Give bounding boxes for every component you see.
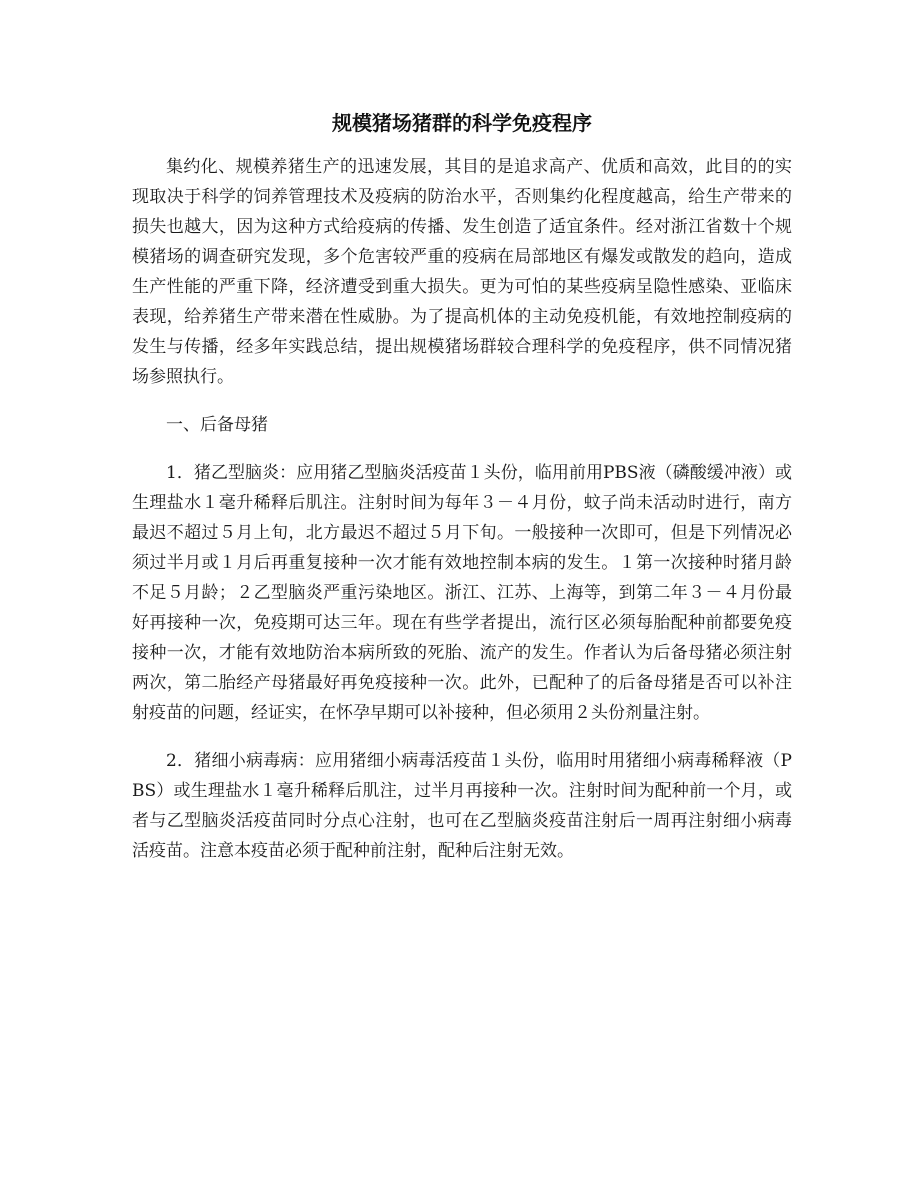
paragraph-parvovirus: 2．猪细小病毒病：应用猪细小病毒活疫苗１头份，临用时用猪细小病毒稀释液（PBS）或生理盐水１毫升稀释后肌注，过半月再接种一次。注射时间为配种前一个月，或者与乙型脑炎活疫苗同时分点心注射，也可在乙型脑炎疫苗注射后一周再注射细小病毒活疫苗。注意本疫苗必须于配种前注射，配种后注射无效。 bbox=[132, 751, 792, 861]
document-title: 规模猪场猪群的科学免疫程序 bbox=[332, 111, 592, 135]
section-heading-gilts: 一、后备母猪 bbox=[166, 415, 268, 435]
paragraph-japanese-encephalitis: 1．猪乙型脑炎：应用猪乙型脑炎活疫苗１头份，临用前用PBS液（磷酸缓冲液）或生理盐水１毫升稀释后肌注。注射时间为每年３－４月份，蚊子尚未活动时进行，南方最迟不超过５月上旬，北方最迟不超过５月下旬。一般接种一次即可，但是下列情况必须过半月或１月后再重复接种一次才能有效地控制本病的发生。１第一次接种时猪月龄不足５月龄；２乙型脑炎严重污染地区。浙江、江苏、上海等，到第二年３－４月份最好再接种一次，免疫期可达三年。现在有些学者提出，流行区必须每胎配种前都要免疫接种一次，才能有效地防治本病所致的死胎、流产的发生。作者认为后备母猪必须注射两次，第二胎经产母猪最好再免疫接种一次。此外，已配种了的后备母猪是否可以补注射疫苗的问题，经证实，在怀孕早期可以补接种，但必须用２头份剂量注射。 bbox=[132, 463, 792, 723]
document-page bbox=[132, 108, 792, 866]
intro-paragraph: 集约化、规模养猪生产的迅速发展，其目的是追求高产、优质和高效，此目的的实现取决于科学的饲养管理技术及疫病的防治水平，否则集约化程度越高，给生产带来的损失也越大，因为这种方式给疫病的传播、发生创造了适宜条件。经对浙江省数十个规模猪场的调查研究发现，多个危害较严重的疫病在局部地区有爆发或散发的趋向，造成生产性能的严重下降，经济遭受到重大损失。更为可怕的某些疫病呈隐性感染、亚临床表现，给养猪生产带来潜在性威胁。为了提高机体的主动免疫机能，有效地控制疫病的发生与传播，经多年实践总结，提出规模猪场群较合理科学的免疫程序，供不同情况猪场参照执行。 bbox=[132, 157, 792, 387]
